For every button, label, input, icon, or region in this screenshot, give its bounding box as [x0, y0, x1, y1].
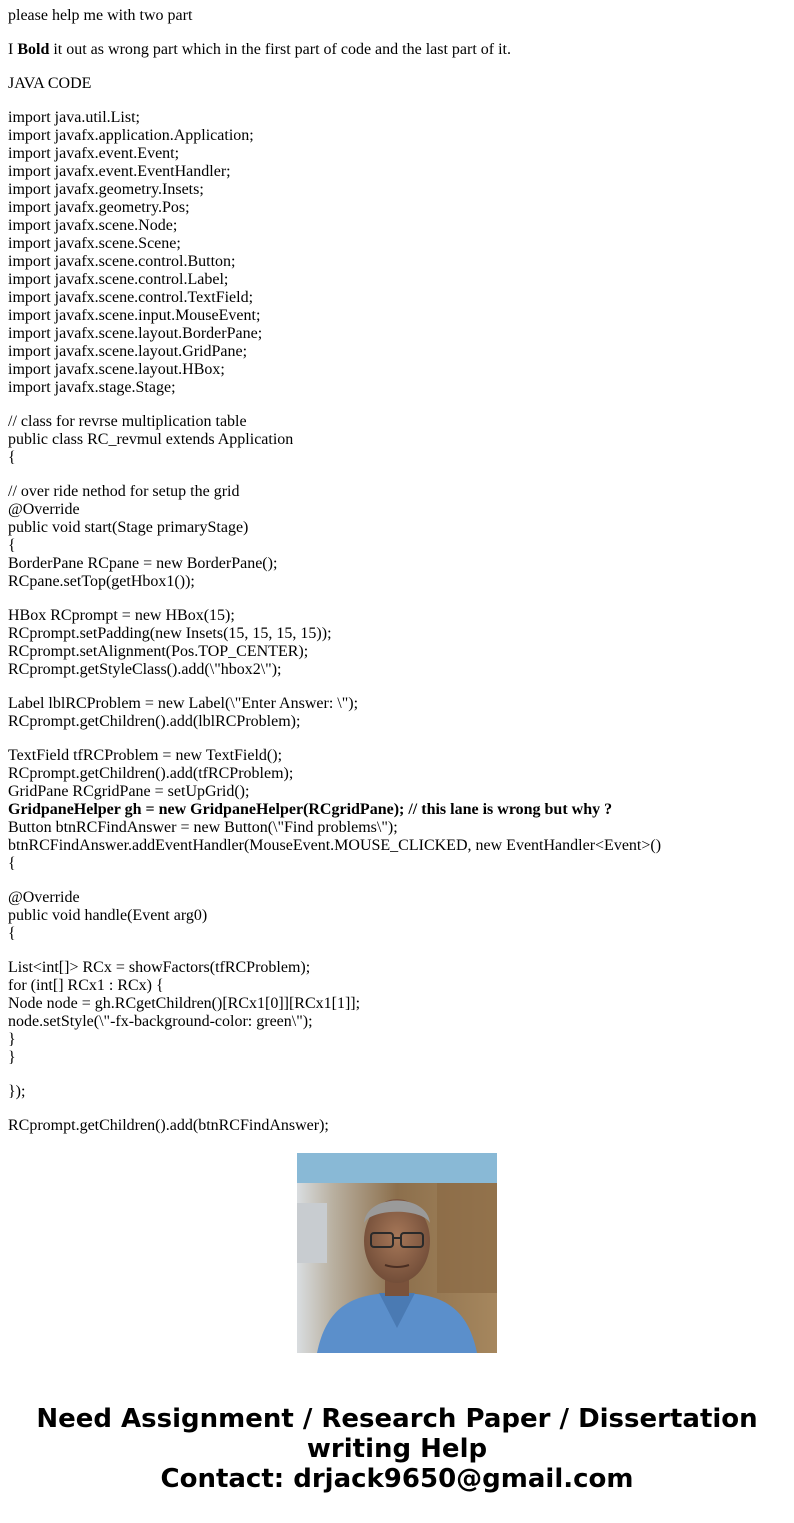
code-line: import javafx.scene.layout.HBox; [8, 361, 225, 378]
note-prefix: I [8, 41, 18, 58]
code-line-highlighted-wrong: GridpaneHelper gh = new GridpaneHelper(RCgridPane); // this lane is wrong but why ? [8, 801, 613, 818]
code-line: RCprompt.setPadding(new Insets(15, 15, 15, 15)); [8, 625, 332, 642]
note-bold-word: Bold [17, 41, 50, 58]
code-line: HBox RCprompt = new HBox(15); [8, 607, 235, 624]
code-line: BorderPane RCpane = new BorderPane(); [8, 555, 278, 572]
code-line: Label lblRCProblem = new Label(\"Enter Answer: \"); [8, 695, 359, 712]
code-line: import javafx.scene.layout.BorderPane; [8, 325, 263, 342]
code-start-block [8, 483, 788, 591]
question-intro: please help me with two part [8, 7, 193, 24]
code-line: import javafx.scene.input.MouseEvent; [8, 307, 261, 324]
code-line: RCprompt.getChildren().add(tfRCProblem); [8, 765, 294, 782]
code-imports [8, 109, 788, 397]
code-line: // over ride nethod for setup the grid [8, 483, 240, 500]
code-line: import javafx.scene.control.TextField; [8, 289, 254, 306]
code-handle-block [8, 889, 788, 943]
code-line: List<int[]> RCx = showFactors(tfRCProblem); [8, 959, 311, 976]
promo-line-2: writing Help [306, 1434, 488, 1464]
code-line: }); [8, 1083, 26, 1100]
code-line-cut-off: RCprompt.getChildren().add(btnRCFindAnswer); [8, 1117, 329, 1134]
code-line: import javafx.geometry.Pos; [8, 199, 190, 216]
code-line: public void start(Stage primaryStage) [8, 519, 249, 536]
code-line: public class RC_revmul extends Application [8, 431, 294, 448]
code-line: public void handle(Event arg0) [8, 907, 208, 924]
author-photo [297, 1153, 497, 1353]
code-line: import javafx.application.Application; [8, 127, 254, 144]
code-line: RCpane.setTop(getHbox1()); [8, 573, 195, 590]
promo-banner [0, 1404, 794, 1494]
promo-line-1: Need Assignment / Research Paper / Dissertation [36, 1404, 758, 1434]
code-line: { [8, 925, 16, 942]
code-line: RCprompt.getStyleClass().add(\"hbox2\"); [8, 661, 282, 678]
code-line: @Override [8, 501, 80, 518]
code-line: // class for revrse multiplication table [8, 413, 247, 430]
code-line: import javafx.scene.control.Button; [8, 253, 236, 270]
code-line: GridPane RCgridPane = setUpGrid(); [8, 783, 250, 800]
code-line: @Override [8, 889, 80, 906]
code-line: node.setStyle(\"-fx-background-color: green\"); [8, 1013, 313, 1030]
code-line: { [8, 537, 16, 554]
code-loop-block [8, 959, 788, 1067]
code-class-block [8, 413, 788, 467]
code-line: import javafx.event.Event; [8, 145, 180, 162]
code-hbox-block [8, 607, 788, 679]
code-line: import javafx.scene.Scene; [8, 235, 181, 252]
code-line: Button btnRCFindAnswer = new Button(\"Find problems\"); [8, 819, 398, 836]
code-close-block [8, 1083, 788, 1101]
author-portrait-image [297, 1153, 497, 1353]
code-line: TextField tfRCProblem = new TextField(); [8, 747, 283, 764]
question-note [8, 41, 788, 59]
code-textfield-block [8, 747, 788, 873]
code-line: RCprompt.getChildren().add(lblRCProblem); [8, 713, 301, 730]
code-line: import javafx.scene.Node; [8, 217, 178, 234]
code-line: for (int[] RCx1 : RCx) { [8, 977, 164, 994]
code-line: import javafx.stage.Stage; [8, 379, 176, 396]
code-line: import javafx.geometry.Insets; [8, 181, 204, 198]
promo-contact: Contact: drjack9650@gmail.com [160, 1464, 634, 1494]
code-line: } [8, 1031, 16, 1048]
code-line: import javafx.scene.control.Label; [8, 271, 229, 288]
code-line: import javafx.event.EventHandler; [8, 163, 231, 180]
note-suffix: it out as wrong part which in the first part of code and the last part of it. [49, 41, 511, 58]
code-line: RCprompt.setAlignment(Pos.TOP_CENTER); [8, 643, 309, 660]
code-line: btnRCFindAnswer.addEventHandler(MouseEvent.MOUSE_CLICKED, new EventHandler<Event>() [8, 837, 662, 854]
question-document [8, 7, 788, 1134]
code-label-block [8, 695, 788, 731]
code-heading: JAVA CODE [8, 75, 92, 92]
code-line: { [8, 449, 16, 466]
code-line: Node node = gh.RCgetChildren()[RCx1[0]][RCx1[1]]; [8, 995, 361, 1012]
code-cut-block [8, 1117, 788, 1135]
code-line: import java.util.List; [8, 109, 140, 126]
code-line: } [8, 1049, 16, 1066]
code-line: import javafx.scene.layout.GridPane; [8, 343, 248, 360]
code-line: { [8, 855, 16, 872]
